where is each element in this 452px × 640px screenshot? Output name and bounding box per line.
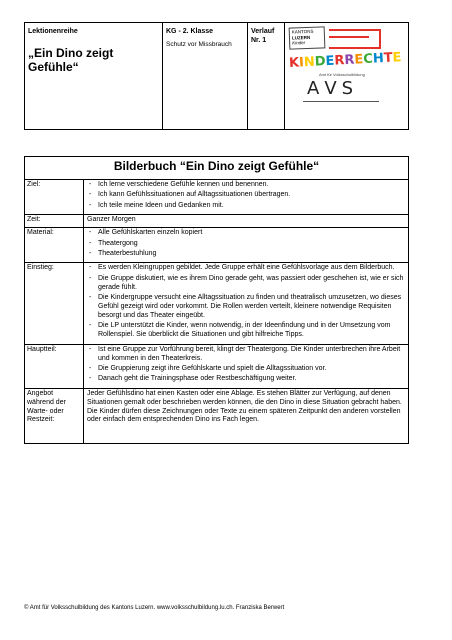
red-frame-decoration [329,29,381,49]
lesson-plan-row [25,344,409,388]
list-item: - Theatergong [87,240,405,249]
header-class-cell [163,23,248,130]
list-item: - Die LP unterstützt die Kinder, wenn notwendig, in der Ideenfindung und in der Umsetzung vom Rollenspiel. Sie überblickt die Situationen und gibt hilfreiche Tipps. [87,322,405,340]
series-label: Lektionenreihe [28,28,78,35]
lesson-plan-row [25,215,409,228]
avs-underline [303,101,379,102]
lesson-plan-row [25,228,409,263]
list-item: - Ich lerne verschiedene Gefühle kennen und benennen. [87,181,405,190]
canton-stamp [289,26,326,49]
row-content [84,228,409,263]
stamp-line3: Kinder [292,40,306,46]
lesson-plan-row [25,388,409,444]
row-content: Jeder Gefühlsdino hat einen Kasten oder eine Ablage. Es stehen Blätter zur Verfügung, auf denen Situationen gemalt oder beschrieben werden können, die den Dino in diese Situation gebracht haben. Die Kinder dürfen diese Zeichnungen oder Texte zu einem späteren Zeitpunkt den anderen vorstellen oder einfach dem entsprechenden Dino ins Fach legen. [84,388,409,444]
kinderrechte-letter: R [344,52,355,69]
header-logo-cell [285,23,409,130]
lesson-title: „Ein Dino zeigt Gefühle“ [28,46,114,74]
lesson-plan-rows [25,180,409,444]
flow-label: Verlauf [251,28,275,35]
row-label: Material: [25,228,84,263]
list-item: - Ist eine Gruppe zur Vorführung bereit, klingt der Theatergong. Die Kinder unterbrechen ihre Arbeit und kommen in den Theaterkreis. [87,346,405,364]
kinderrechte-letter: E [392,50,402,66]
stamp-line2: LUZERN [291,34,311,41]
kinderrechte-letter: D [314,54,326,70]
logo-subline: Amt für Volksschulbildung [319,72,365,77]
red-stripe-decoration [329,36,369,38]
avs-letter: S [341,78,354,99]
list-item: - Ich teile meine Ideen und Gedanken mit. [87,202,405,211]
row-label: Hauptteil: [25,344,84,388]
header-table [24,22,409,130]
bullet-list [87,346,405,385]
row-content: Ganzer Morgen [84,215,409,228]
footer-copyright: © Amt für Volksschulbildung des Kantons Luzern. www.volksschulbildung.lu.ch. Franziska Berwert [24,605,285,611]
class-label: KG - 2. Klasse [166,28,214,35]
kinderrechte-letter: C [362,51,374,68]
bullet-list [87,264,405,340]
list-item: - Es werden Kleingruppen gebildet. Jede Gruppe erhält eine Gefühlsvorlage aus dem Bilderbuch. [87,264,405,273]
flow-number: Nr. 1 [251,37,267,44]
kinderrechte-letter: H [372,51,385,67]
kinderrechte-letter: I [298,55,305,71]
avs-letter: A [307,78,320,99]
lesson-plan-table [24,156,409,444]
list-item: - Danach geht die Trainingsphase oder Restbeschäftigung weiter. [87,375,405,384]
list-item: - Theaterbestuhlung [87,250,405,259]
list-item: - Alle Gefühlskarten einzeln kopiert [87,229,405,238]
picture-book-title: Bilderbuch “Ein Dino zeigt Gefühle“ [25,157,409,180]
stamp-line1: KANTONS [291,28,314,35]
row-label: Zeit: [25,215,84,228]
avs-letter: V [324,78,337,99]
bullet-list [87,181,405,211]
row-label: Einstieg: [25,263,84,344]
row-label: Angebot während der Warte- oder Restzeit: [25,388,84,444]
list-item: - Die Kindergruppe versucht eine Alltagssituation zu finden und theatralisch umzusetzen, wo dieses Gefühl gezeigt wird oder vorkommt. Die Rollen werden verteilt, kleinere notwendige Requisiten besorgt und das Theater eingeübt. [87,294,405,321]
kinderrechte-wordmark [289,48,402,72]
kinderrechte-letter: T [383,50,394,67]
lesson-plan-row [25,180,409,215]
lesson-plan-row [25,263,409,344]
row-content [84,344,409,388]
row-label: Ziel: [25,180,84,215]
topic-label: Schutz vor Missbrauch [166,41,232,48]
header-flow-cell [248,23,285,130]
kinderrechte-letter: E [354,52,364,68]
header-series-cell [25,23,163,130]
list-item: - Die Gruppierung zeigt ihre Gefühlskarte und spielt die Alltagssituation vor. [87,365,405,374]
avs-wordmark [307,80,358,99]
row-content [84,263,409,344]
kinderrechte-letter: K [288,55,300,71]
list-item: - Die Gruppe diskutiert, wie es ihrem Dino gerade geht, was passiert oder geschehen ist, wie er sich gerade fühlt. [87,275,405,293]
kinderrechte-avs-logo [285,23,408,129]
kinderrechte-letter: N [303,54,316,71]
bullet-list [87,229,405,259]
row-content [84,180,409,215]
kinderrechte-letter: R [334,53,345,69]
list-item: - Ich kann Gefühlssituationen auf Alltagssituationen übertragen. [87,191,405,200]
kinderrechte-letter: E [325,53,335,70]
